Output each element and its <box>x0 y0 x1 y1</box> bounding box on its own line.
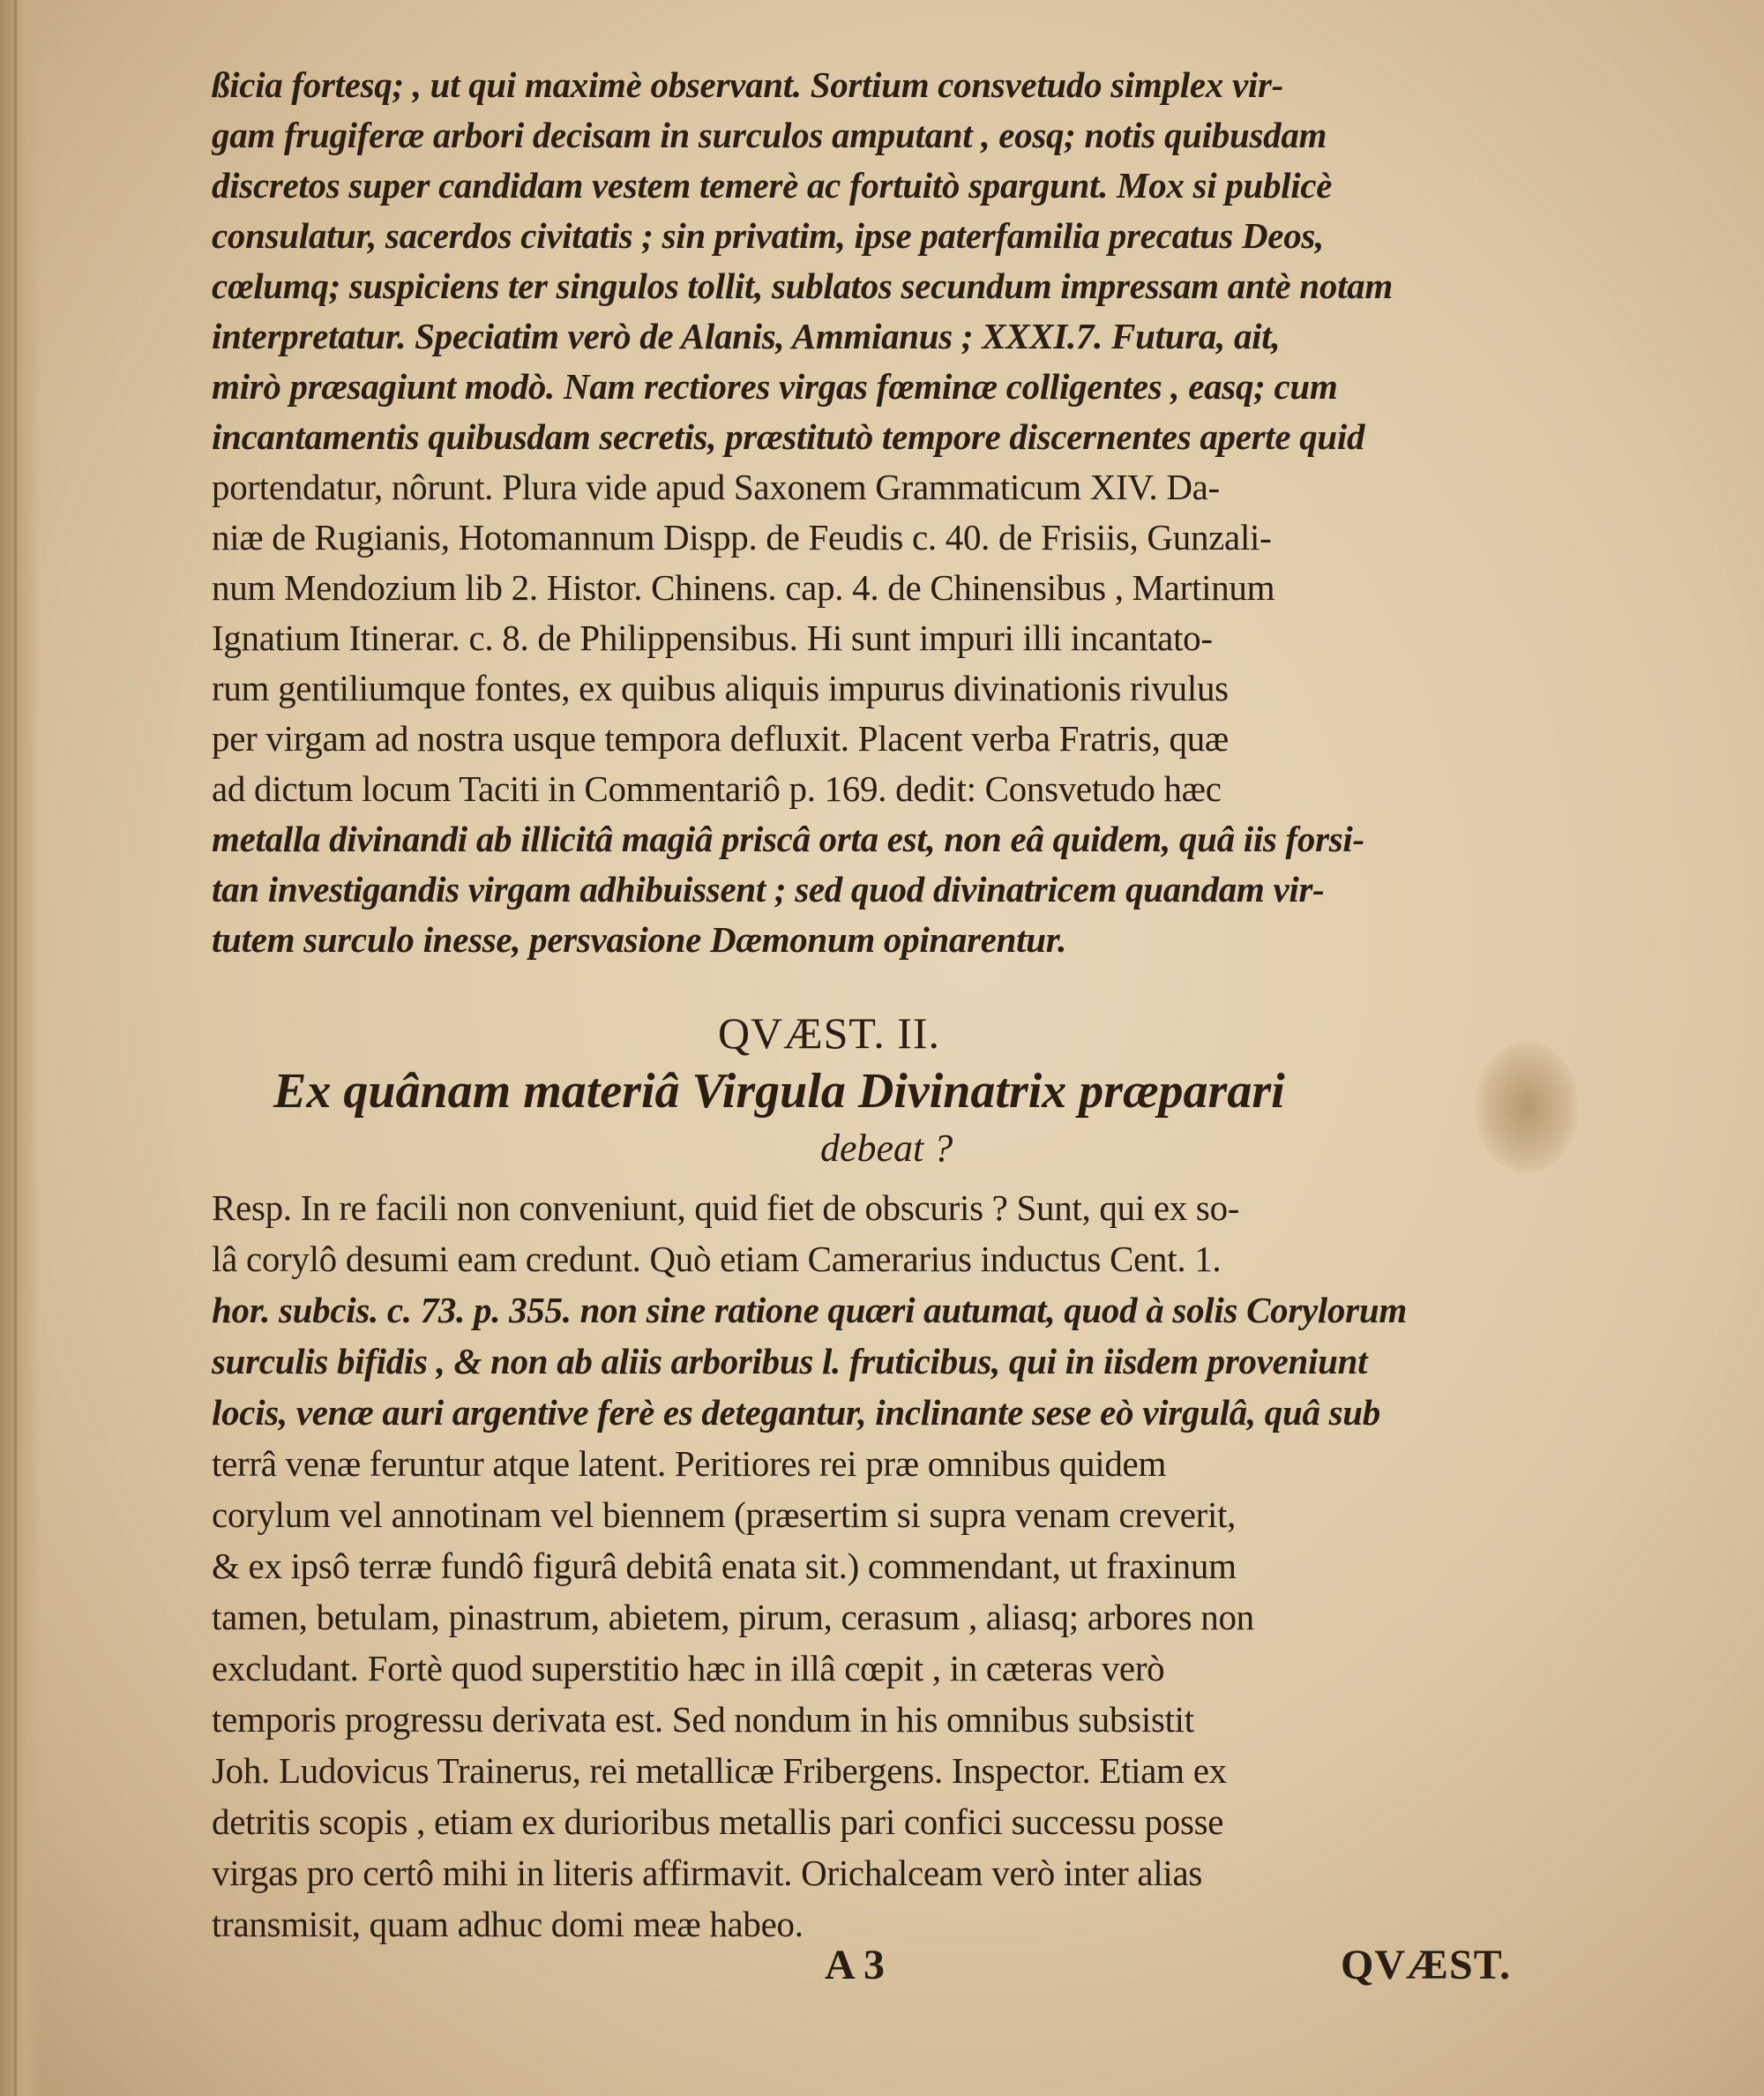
text-line: Joh. Ludovicus Trainerus, rei metallicæ Fribergens. Inspector. Etiam ex <box>212 1750 1227 1791</box>
text-line: & ex ipsô terræ fundô figurâ debitâ enata sit.) commendant, ut fraxinum <box>212 1546 1237 1586</box>
text-line: rum gentiliumque fontes, ex quibus aliquis impurus divinationis rivulus <box>212 668 1229 708</box>
question-number: QVÆST. II. <box>717 1008 941 1058</box>
question-heading <box>0 1007 1764 1059</box>
question-title-line-2: debeat ? <box>820 1127 953 1170</box>
signature-mark: A 3 <box>825 1942 886 1988</box>
text-block-top <box>212 60 1535 965</box>
text-line: Ignatium Itinerar. c. 8. de Philippensibus. Hi sunt impuri illi incantato- <box>212 618 1213 658</box>
text-line: virgas pro certô mihi in literis affirmavit. Orichalceam verò inter alias <box>212 1853 1203 1893</box>
text-line: hor. subcis. c. 73. p. 355. non sine ratione quæri autumat, quod à solis Corylorum <box>212 1290 1407 1330</box>
text-line: ßicia fortesq; , ut qui maximè observant. Sortium consvetudo simplex vir- <box>212 64 1283 105</box>
question-title-line-1: Ex quânam materiâ Virgula Divinatrix præparari <box>273 1064 1285 1119</box>
text-line: transmisit, quam adhuc domi meæ habeo. <box>212 1904 804 1944</box>
text-line: metalla divinandi ab illicitâ magiâ priscâ orta est, non eâ quidem, quâ iis forsi- <box>212 819 1364 859</box>
text-line: excludant. Fortè quod superstitio hæc in illâ cœpit , in cæteras verò <box>212 1648 1165 1688</box>
text-line: locis, venæ auri argentive ferè es detegantur, inclinante sese eò virgulâ, quâ sub <box>212 1392 1380 1433</box>
text-line: mirò præsagiunt modò. Nam rectiores virgas fœminæ colligentes , easq; cum <box>212 366 1338 407</box>
text-line: tamen, betulam, pinastrum, abietem, pirum, cerasum , aliasq; arbores non <box>212 1597 1254 1637</box>
text-line: interpretatur. Speciatim verò de Alanis, Ammianus ; XXXI.7. Futura, ait, <box>212 316 1281 356</box>
catchword: QVÆST. <box>1341 1942 1512 1988</box>
text-line: niæ de Rugianis, Hotomannum Dispp. de Feudis c. 40. de Frisiis, Gunzali- <box>212 517 1272 558</box>
text-line: per virgam ad nostra usque tempora defluxit. Placent verba Fratris, quæ <box>212 718 1229 759</box>
text-line: discretos super candidam vestem temerè ac fortuitò spargunt. Mox si publicè <box>212 165 1333 206</box>
text-line: portendatur, nôrunt. Plura vide apud Saxonem Grammaticum XIV. Da- <box>212 467 1220 507</box>
text-line: incantamentis quibusdam secretis, præstitutò tempore discernentes aperte quid <box>212 416 1365 457</box>
text-line: surculis bifidis , & non ab aliis arboribus l. fruticibus, qui in iisdem proveniunt <box>212 1341 1368 1381</box>
text-line: terrâ venæ feruntur atque latent. Peritiores rei præ omnibus quidem <box>212 1443 1167 1484</box>
text-line: Resp. In re facili non conveniunt, quid fiet de obscuris ? Sunt, qui ex so- <box>212 1187 1240 1228</box>
text-line: ad dictum locum Taciti in Commentariô p. 169. dedit: Consvetudo hæc <box>212 768 1222 809</box>
text-line: gam frugiferæ arbori decisam in surculos amputant , eosq; notis quibusdam <box>212 115 1327 155</box>
text-line: consulatur, sacerdos civitatis ; sin privatim, ipse paterfamilia precatus Deos, <box>212 215 1324 256</box>
text-line: temporis progressu derivata est. Sed nondum in his omnibus subsistit <box>212 1699 1194 1740</box>
text-line: num Mendozium lib 2. Histor. Chinens. cap. 4. de Chinensibus , Martinum <box>212 567 1275 608</box>
text-line: tan investigandis virgam adhibuissent ; sed quod divinatricem quandam vir- <box>212 869 1325 910</box>
text-line: detritis scopis , etiam ex durioribus metallis pari confici successu posse <box>212 1801 1224 1842</box>
text-block-bottom <box>212 1182 1535 1950</box>
text-line: tutem surculo inesse, persvasione Dæmonum opinarentur. <box>212 919 1067 960</box>
text-line: cœlumq; suspiciens ter singulos tollit, sublatos secundum impressam antè notam <box>212 266 1393 306</box>
text-line: corylum vel annotinam vel biennem (præsertim si supra venam creverit, <box>212 1494 1237 1535</box>
text-line: lâ corylô desumi eam credunt. Quò etiam Camerarius inductus Cent. 1. <box>212 1239 1222 1279</box>
